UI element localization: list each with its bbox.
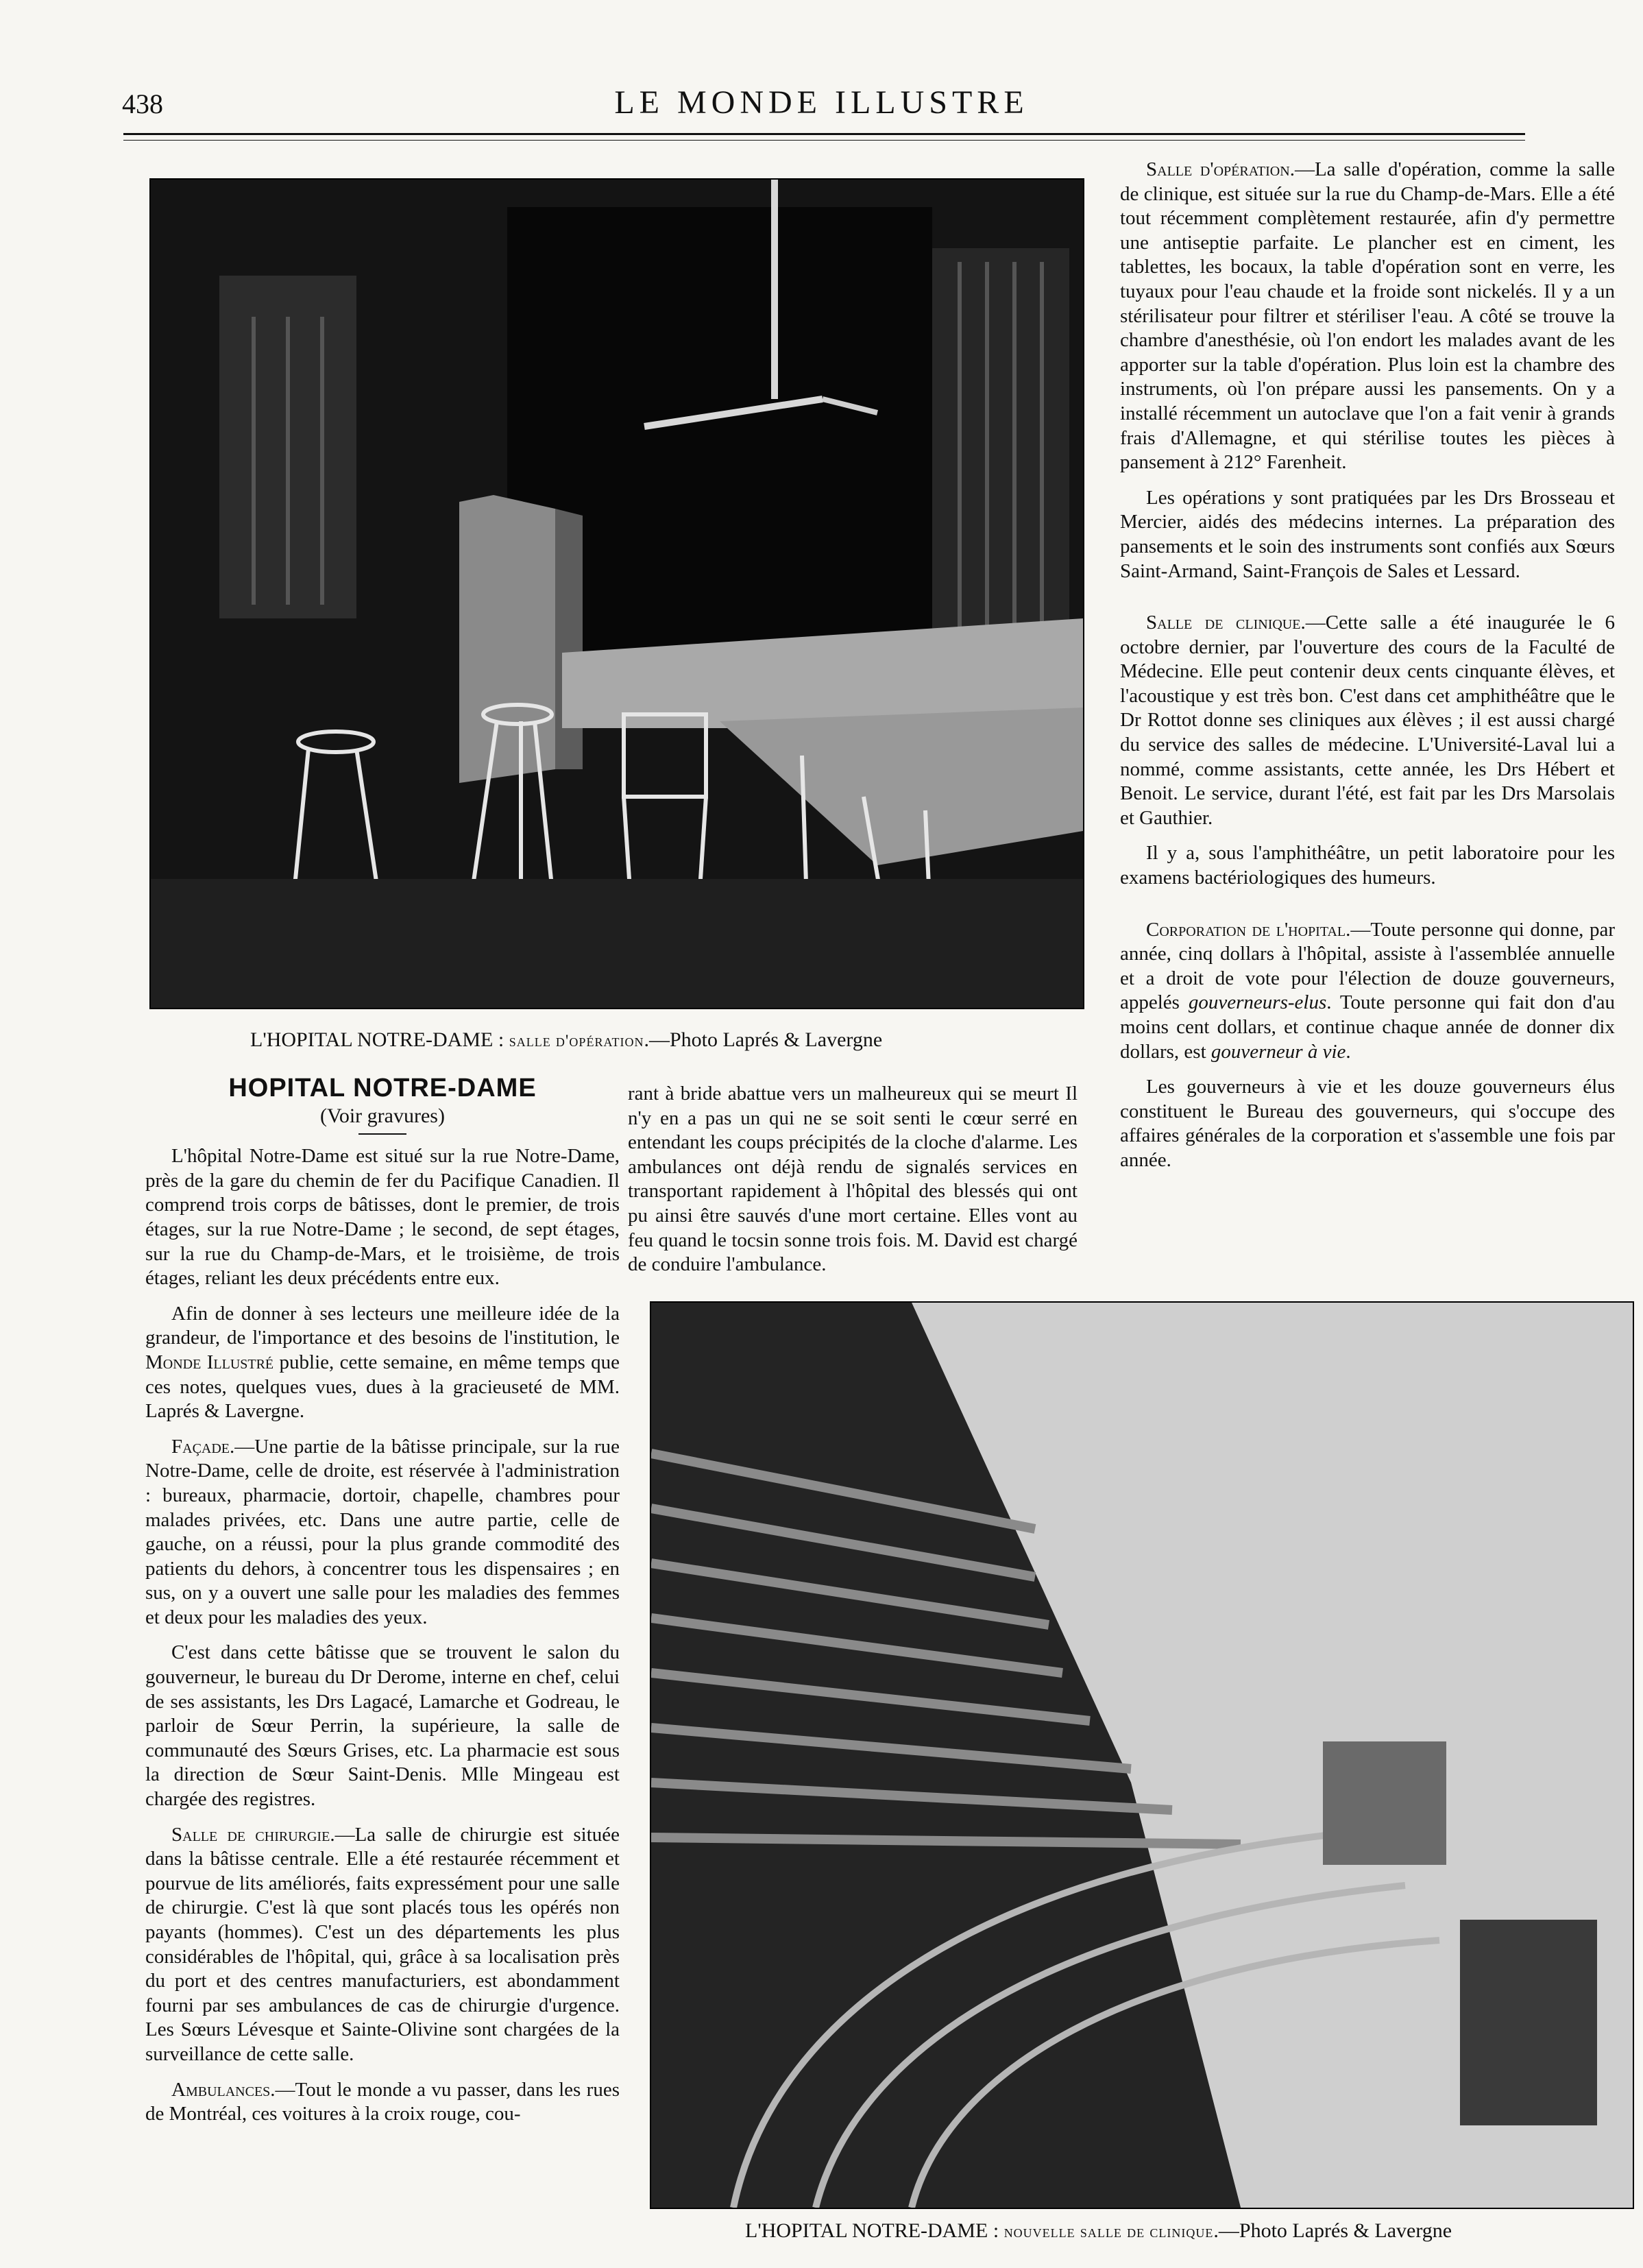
batisse-paragraph: C'est dans cette bâtisse que se trouvent le salon du gouverneur, le bureau du Dr Derome, interne en chef, celui de ses assistants, les Drs Lagacé, Lamarche et Godreau, le parloir de Sœur Perrin, la supérieure, la salle de communauté des Sœurs Grises, etc. La pharmacie est sous la direction de Sœur Saint-Denis. Mlle Mingeau est chargée des registres. <box>145 1641 620 1811</box>
masthead: LE MONDE ILLUSTRE <box>614 84 1029 121</box>
header-rule <box>123 133 1525 135</box>
clinique-paragraph-2: Il y a, sous l'amphithéâtre, un petit laboratoire pour les examens bactériologiques des humeurs. <box>1120 842 1615 889</box>
clinic-caption <box>745 2219 1452 2243</box>
article-title: HOPITAL NOTRE-DAME <box>228 1074 537 1102</box>
header-rule-thin <box>123 140 1525 141</box>
corporation-paragraph: Corporation de l'hopital.—Toute personne qui donne, par année, cinq dollars à l'hôpital, assiste à l'assemblée annuelle et a droit de vote pour l'élection de douze gouverneurs, appelés gouverneurs-elus. Toute personne qui fait don d'au moins cent dollars, et continue chaque année de donner dix dollars, est gouverneur à vie. <box>1120 918 1616 1063</box>
article-subtitle: (Voir gravures) <box>320 1104 445 1127</box>
operation-paragraph-2: Les opérations y sont pratiquées par les Drs Brosseau et Mercier, aidés des médecins internes. La préparation des pansements et le soin des instruments sont confiés aux Sœurs Saint-Armand, Saint-François de Sales et Lessard. <box>1120 486 1615 582</box>
ambulances-paragraph: Ambulances.—Tout le monde a vu passer, dans les rues de Montréal, ces voitures à la croix rouge, cou- <box>145 2078 620 2125</box>
clinique-paragraph: Salle de clinique.—Cette salle a été inaugurée le 6 octobre dernier, par l'ouverture des cours de la Faculté de Médecine. Elle peut contenir deux cents cinquante élèves, et l'acoustique y est très bon. C'est dans cet amphithéâtre que le Dr Rottot donne ses cliniques aux élèves ; il est aussi chargé du service des salles de médecine. L'Université-Laval lui a nommé, comme assistants, cette année, les Drs Hébert et Benoit. Le service, durant l'été, est fait par les Drs Marsolais et Gauthier. <box>1120 612 1615 829</box>
operating-room-photo <box>149 178 1084 1009</box>
corporation-paragraph-2: Les gouverneurs à vie et les douze gouverneurs élus constituent le Bureau des gouverneurs, qui s'occupe des affaires générales de la corporation et s'assemble une fois par année. <box>1120 1076 1615 1171</box>
caption-credit: .—Photo Laprés & Lavergne <box>644 1028 883 1051</box>
caption-small-caps: salle d'opération <box>509 1032 644 1050</box>
intro-paragraph: L'hôpital Notre-Dame est situé sur la rue Notre-Dame, près de la gare du chemin de fer du Pacifique Canadien. Il comprend trois corps de bâtisses, dont le premier, de trois étages, sur la rue Notre-Dame ; le second, de sept étages, sur la rue du Champ-de-Mars, et le troisième, de trois étages, reliant les deux précédents entre eux. <box>145 1145 620 1290</box>
facade-heading: Façade <box>171 1435 230 1458</box>
title-rule <box>358 1133 406 1135</box>
caption-lead: L'HOPITAL NOTRE-DAME : <box>250 1028 504 1051</box>
middle-column <box>628 1082 1078 1288</box>
caption-credit: .—Photo Laprés & Lavergne <box>1213 2219 1452 2242</box>
right-column <box>1120 158 1615 1184</box>
operation-heading: Salle d'opération <box>1146 158 1290 180</box>
chirurgie-paragraph: Salle de chirurgie.—La salle de chirurgie est située dans la bâtisse centrale. Elle a été restaurée récemment et pourvue de lits améliorés, faits expressément pour une salle de chirurgie. C'est là que sont placés tous les opérés non payants (hommes). C'est un des départements les plus considérables de l'hôpital, qui, grâce à sa localisation près du port et des centres manufacturiers, est abondamment fourni par ses ambulances de cas de chirurgie d'urgence. Les Sœurs Lévesque et Sainte-Olivine sont chargées de la surveillance de cette salle. <box>145 1823 620 2065</box>
lecteurs-paragraph: Afin de donner à ses lecteurs une meilleure idée de la grandeur, de l'importance et des besoins de l'institution, le Monde Illustré publie, cette semaine, en même temps que ces notes, quelques vues, dues à la gracieuseté de MM. Laprés & Lavergne. <box>145 1302 620 1423</box>
operation-paragraph: Salle d'opération.—La salle d'opération, comme la salle de clinique, est située sur la rue du Champ-de-Mars. Elle a été tout récemment complètement restaurée, afin d'y permettre une antiseptie parfaite. Le plancher est en ciment, les tablettes, les bocaux, la table d'opération sont en verre, les tuyaux pour l'eau chaude et la froide sont nickelés. Il y a un stérilisateur pour filtrer et stériliser l'eau. A côté se trouve la chambre d'anesthésie, où l'on endort les malades avant de les apporter sur la table d'opération. Plus loin est la chambre des instruments, où l'on prépare aussi les pansements. On y a installé récemment un autoclave que l'on a fait venir à grands frais d'Allemagne, et qui stérilise toutes les pièces à pansement à 212° Farenheit. <box>1120 158 1615 474</box>
page-number: 438 <box>122 88 163 119</box>
caption-small-caps: nouvelle salle de clinique <box>1003 2223 1214 2241</box>
facade-paragraph: Façade.—Une partie de la bâtisse principale, sur la rue Notre-Dame, celle de droite, est réservée à l'administration : bureaux, pharmacie, dortoir, chapelle, chambres pour malades privées, etc. Dans une autre partie, celle de gauche, on a réussi, pour la plus grande commodité des patients du dehors, à concentrer tous les dispensaires ; en sus, on y a ouvert une salle pour les maladies des femmes et deux pour les maladies des yeux. <box>145 1435 620 1628</box>
clinic-amphitheatre-photo <box>650 1301 1634 2209</box>
left-column <box>145 1076 620 2138</box>
corporation-heading: Corporation de l'hopital <box>1146 918 1346 941</box>
ambulances-heading: Ambulances <box>171 2078 271 2101</box>
operating-room-caption <box>250 1028 882 1052</box>
ambulances-continuation: rant à bride abattue vers un malheureux qui se meurt Il n'y en a pas un qui ne se soit senti le cœur serré en entendant les coups précipités de la cloche d'alarme. Les ambulances ont déjà rendu de signalés services en transportant rapidement à l'hôpital des blessés qui ont pu ainsi être sauvés d'une mort certaine. Elles vont au feu quand le tocsin sonne trois fois. M. David est chargé de conduire l'ambulance. <box>628 1083 1078 1276</box>
caption-lead: L'HOPITAL NOTRE-DAME : <box>745 2219 999 2242</box>
chirurgie-heading: Salle de chirurgie <box>171 1823 330 1846</box>
clinique-heading: Salle de clinique <box>1146 612 1301 634</box>
